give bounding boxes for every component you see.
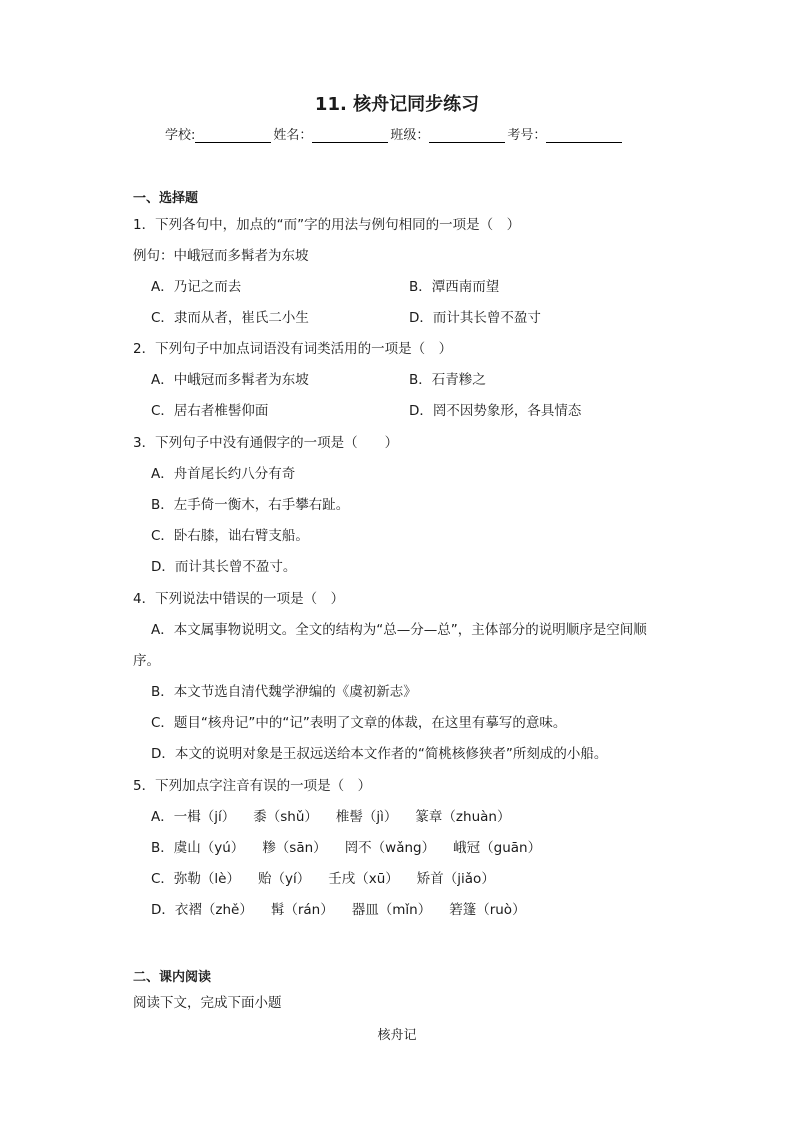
question-1-option-a[interactable]: A．乃记之而去 <box>151 279 242 295</box>
question-1-option-d[interactable]: D．而计其长曾不盈寸 <box>409 310 541 326</box>
pinyin-item: 器皿（mǐn） <box>351 902 432 918</box>
question-4-option-d[interactable]: D．本文的说明对象是王叔远送给本文作者的“简桃核修狭者”所刻成的小船。 <box>151 746 608 762</box>
question-4-stem: 4．下列说法中错误的一项是（ ） <box>133 591 345 607</box>
question-2-option-a[interactable]: A．中峨冠而多髯者为东坡 <box>151 372 309 388</box>
pinyin-item: 黍（shǔ） <box>253 809 318 825</box>
question-3-option-d[interactable]: D．而计其长曾不盈寸。 <box>151 559 297 575</box>
student-info-row <box>165 124 624 143</box>
question-2-option-b[interactable]: B．石青糁之 <box>409 372 486 388</box>
question-2-option-d[interactable]: D．罔不因势象形，各具情态 <box>409 403 582 419</box>
question-3-option-c[interactable]: C．卧右膝，诎右臂支船。 <box>151 528 309 544</box>
school-blank[interactable] <box>195 128 271 143</box>
exam-no-blank[interactable] <box>546 128 622 143</box>
pinyin-item: 箬篷（ruò） <box>449 902 526 918</box>
name-blank[interactable] <box>312 128 388 143</box>
pinyin-item: B．虞山（yú） <box>151 840 245 856</box>
pinyin-item: 篆章（zhuàn） <box>415 809 511 825</box>
question-4-option-b[interactable]: B．本文节选自清代魏学洢编的《虞初新志》 <box>151 684 417 700</box>
question-4-option-a[interactable]: A．本文属事物说明文。全文的结构为“总—分—总”，主体部分的说明顺序是空间顺 <box>151 622 647 638</box>
exam-no-label: 考号： <box>507 128 547 143</box>
pinyin-item: 壬戌（xū） <box>328 871 399 887</box>
section-heading-reading: 二、课内阅读 <box>133 970 212 985</box>
pinyin-item: 罔不（wǎng） <box>344 840 436 856</box>
question-2-option-c[interactable]: C．居右者椎髻仰面 <box>151 403 269 419</box>
pinyin-item: 贻（yí） <box>257 871 311 887</box>
question-5-option-b[interactable] <box>151 836 559 856</box>
question-5-option-c[interactable] <box>151 867 513 887</box>
name-label: 姓名： <box>273 128 313 143</box>
school-label: 学校: <box>165 128 196 143</box>
pinyin-item: 髯（rán） <box>270 902 334 918</box>
question-3-option-b[interactable]: B．左手倚一衡木，右手攀右趾。 <box>151 497 350 513</box>
pinyin-item: D．衣褶（zhě） <box>151 902 253 918</box>
class-label: 班级： <box>390 128 430 143</box>
question-5-stem: 5．下列加点字注音有误的一项是（ ） <box>133 778 372 794</box>
page-title: 11. 核舟记同步练习 <box>314 94 480 115</box>
section-heading-choice: 一、选择题 <box>133 191 199 206</box>
pinyin-item: 糁（sān） <box>262 840 327 856</box>
pinyin-item: C．弥勒（lè） <box>151 871 240 887</box>
question-5-option-a[interactable] <box>151 805 528 825</box>
class-blank[interactable] <box>429 128 505 143</box>
pinyin-item: 矫首（jiǎo） <box>416 871 495 887</box>
pinyin-item: 峨冠（guān） <box>453 840 542 856</box>
question-5-option-d[interactable] <box>151 898 544 918</box>
question-3-option-a[interactable]: A．舟首尾长约八分有奇 <box>151 466 296 482</box>
question-1-option-c[interactable]: C．隶而从者，崔氏二小生 <box>151 310 309 326</box>
passage-title: 核舟记 <box>377 1028 417 1043</box>
question-4-option-c[interactable]: C．题目“核舟记”中的“记”表明了文章的体裁，在这里有摹写的意味。 <box>151 715 567 731</box>
reading-instruction: 阅读下文，完成下面小题 <box>133 995 282 1011</box>
question-3-stem: 3．下列句子中没有通假字的一项是（ ） <box>133 435 399 451</box>
question-1-option-b[interactable]: B．潭西南而望 <box>409 279 500 295</box>
question-1-example: 例句：中峨冠而多髯者为东坡 <box>133 248 309 264</box>
pinyin-item: A．一楫（jí） <box>151 809 236 825</box>
question-4-option-a-cont[interactable]: 序。 <box>133 653 160 669</box>
question-1-stem: 1．下列各句中，加点的“而”字的用法与例句相同的一项是（ ） <box>133 217 521 233</box>
question-2-stem: 2．下列句子中加点词语没有词类活用的一项是（ ） <box>133 341 453 357</box>
pinyin-item: 椎髻（jì） <box>335 809 398 825</box>
